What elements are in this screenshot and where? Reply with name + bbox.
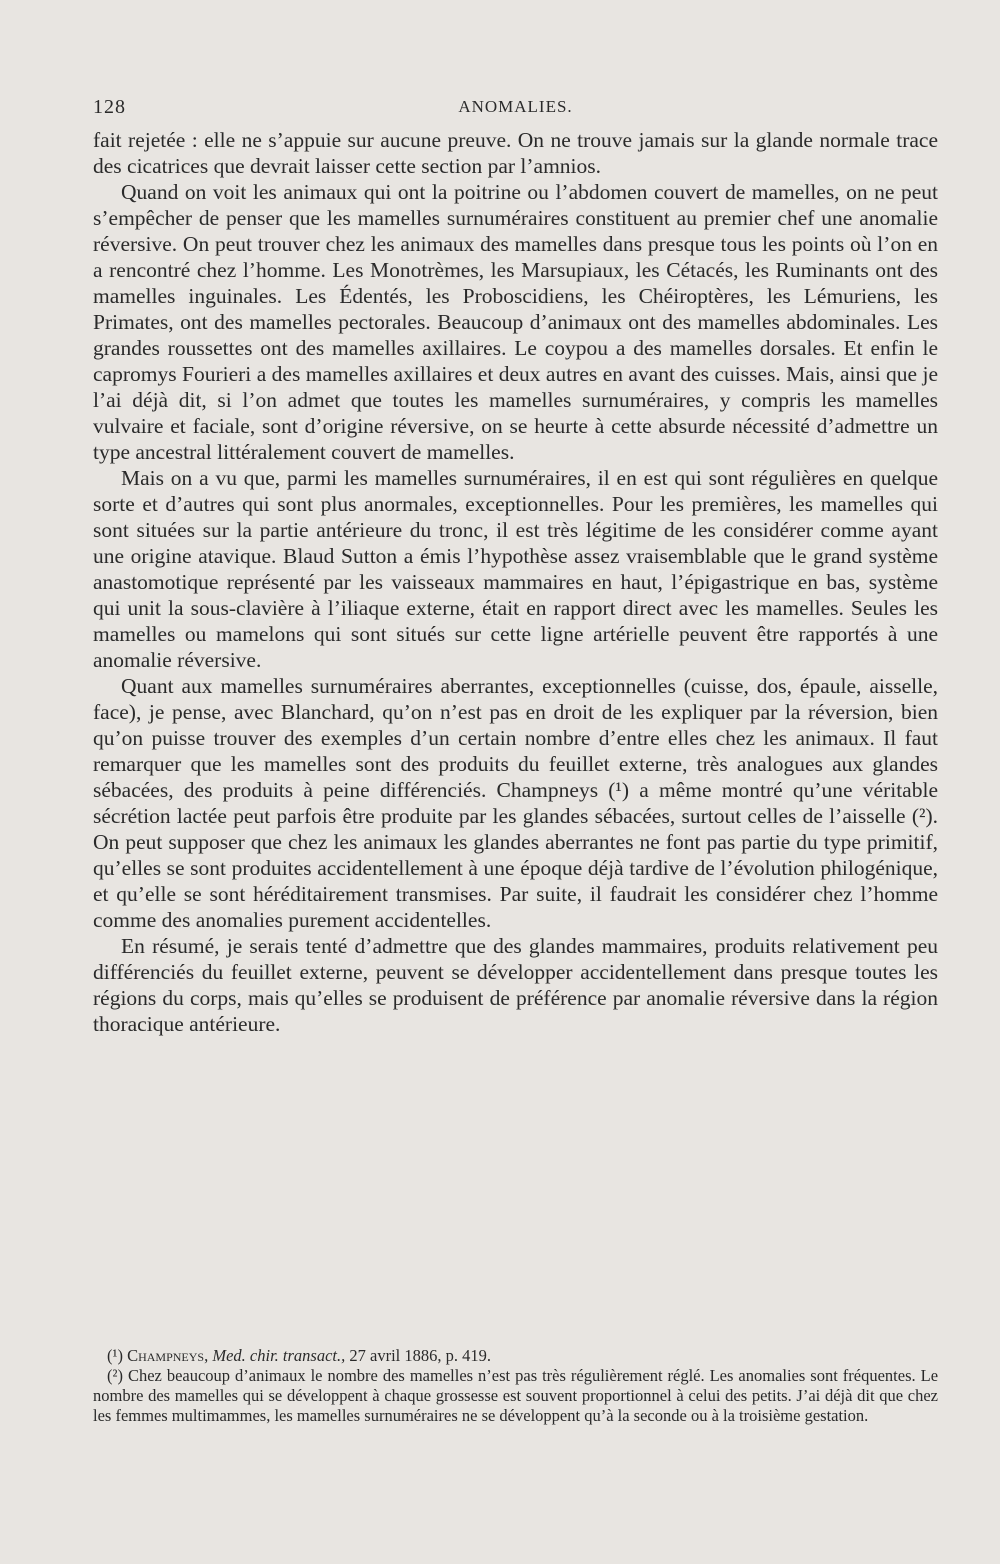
paragraph: Quand on voit les animaux qui ont la poitrine ou l’abdomen couvert de mamelles, on ne peut s’empêcher de penser que les mamelles surnuméraires constituent au premier chef une anomalie réversive. On peut trouver chez les animaux des mamelles dans presque tous les points où l’on en a rencontré chez l’homme. Les Monotrèmes, les Marsupiaux, les Cétacés, les Ruminants ont des mamelles inguinales. Les Édentés, les Proboscidiens, les Chéiroptères, les Lémuriens, les Primates, ont des mamelles pectorales. Beaucoup d’animaux ont des mamelles abdominales. Les grandes roussettes ont des mamelles axillaires. Le coypou a des mamelles dorsales. Et enfin le capromys Fourieri a des mamelles axillaires et deux autres en avant des cuisses. Mais, ainsi que je l’ai déjà dit, si l’on admet que toutes les mamelles surnuméraires, y compris les mamelles vulvaire et faciale, sont d’origine réversive, on se heurte à cette absurde nécessité d’admettre un type ancestral littéralement couvert de mamelles. [93, 180, 938, 464]
paragraph: fait rejetée : elle ne s’appuie sur aucune preuve. On ne trouve jamais sur la glande normale trace des cicatrices que devrait laisser cette section par l’amnios. [93, 128, 938, 178]
page-header [93, 94, 938, 120]
footnote-text: Chez beaucoup d’animaux le nombre des mamelles n’est pas très régulièrement réglé. Les anomalies sont fréquentes. Le nombre des mamelles qui se développent à chaque grossesse est souvent proportionnel à celui des petits. J’ai déjà dit que chez les femmes multimammes, les mamelles surnuméraires ne se développent qu’à la seconde ou à la troisième gestation. [93, 1366, 939, 1425]
footnote-author: Champneys, [127, 1346, 209, 1365]
footnotes [93, 1346, 938, 1426]
footnote-1 [93, 1346, 938, 1366]
paragraph: En résumé, je serais tenté d’admettre que des glandes mammaires, produits relativement peu différenciés du feuillet externe, peuvent se développer accidentellement dans presque toutes les régions du corps, mais qu’elles se produisent de préférence par anomalie réversive dans la région thoracique antérieure. [93, 934, 938, 1036]
footnote-text: 27 avril 1886, p. 419. [349, 1346, 491, 1365]
footnote-marker: (²) [107, 1366, 123, 1385]
footnote-marker: (¹) [107, 1346, 123, 1365]
paragraph: Mais on a vu que, parmi les mamelles surnuméraires, il en est qui sont régulières en quelque sorte et d’autres qui sont plus anormales, exceptionnelles. Pour les premières, les mamelles qui sont situées sur la partie antérieure du tronc, il est très légitime de les considérer comme ayant une origine atavique. Blaud Sutton a émis l’hypothèse assez vraisemblable que le grand système anastomotique représenté par les vaisseaux mammaires en haut, l’épigastrique en bas, système qui unit la sous-clavière à l’iliaque externe, était en rapport direct avec les mamelles. Seules les mamelles ou mamelons qui sont situés sur cette ligne artérielle peuvent être rapportés à une anomalie réversive. [93, 466, 938, 672]
footnote-source: Med. chir. transact., [212, 1346, 346, 1365]
footnote-2 [93, 1366, 938, 1426]
page-number: 128 [93, 96, 126, 118]
paragraph: Quant aux mamelles surnuméraires aberrantes, exceptionnelles (cuisse, dos, épaule, aisselle, face), je pense, avec Blanchard, qu’on n’est pas en droit de les expliquer par la réversion, bien qu’on puisse trouver des exemples d’un certain nombre d’entre elles chez les animaux. Il faut remarquer que les mamelles sont des produits du feuillet externe, très analogues aux glandes sébacées, des produits à peine différenciés. Champneys (¹) a même montré qu’une véritable sécrétion lactée peut parfois être produite par les glandes sébacées, surtout celles de l’aisselle (²). On peut supposer que chez les animaux les glandes aberrantes ne font pas partie du type primitif, qu’elles se sont produites accidentellement à une époque déjà tardive de l’évolution philogénique, et qu’elle se sont héréditairement transmises. Par suite, il faudrait les considérer chez l’homme comme des anomalies purement accidentelles. [93, 674, 938, 932]
body-text [93, 127, 938, 1037]
running-title: ANOMALIES. [458, 97, 573, 116]
